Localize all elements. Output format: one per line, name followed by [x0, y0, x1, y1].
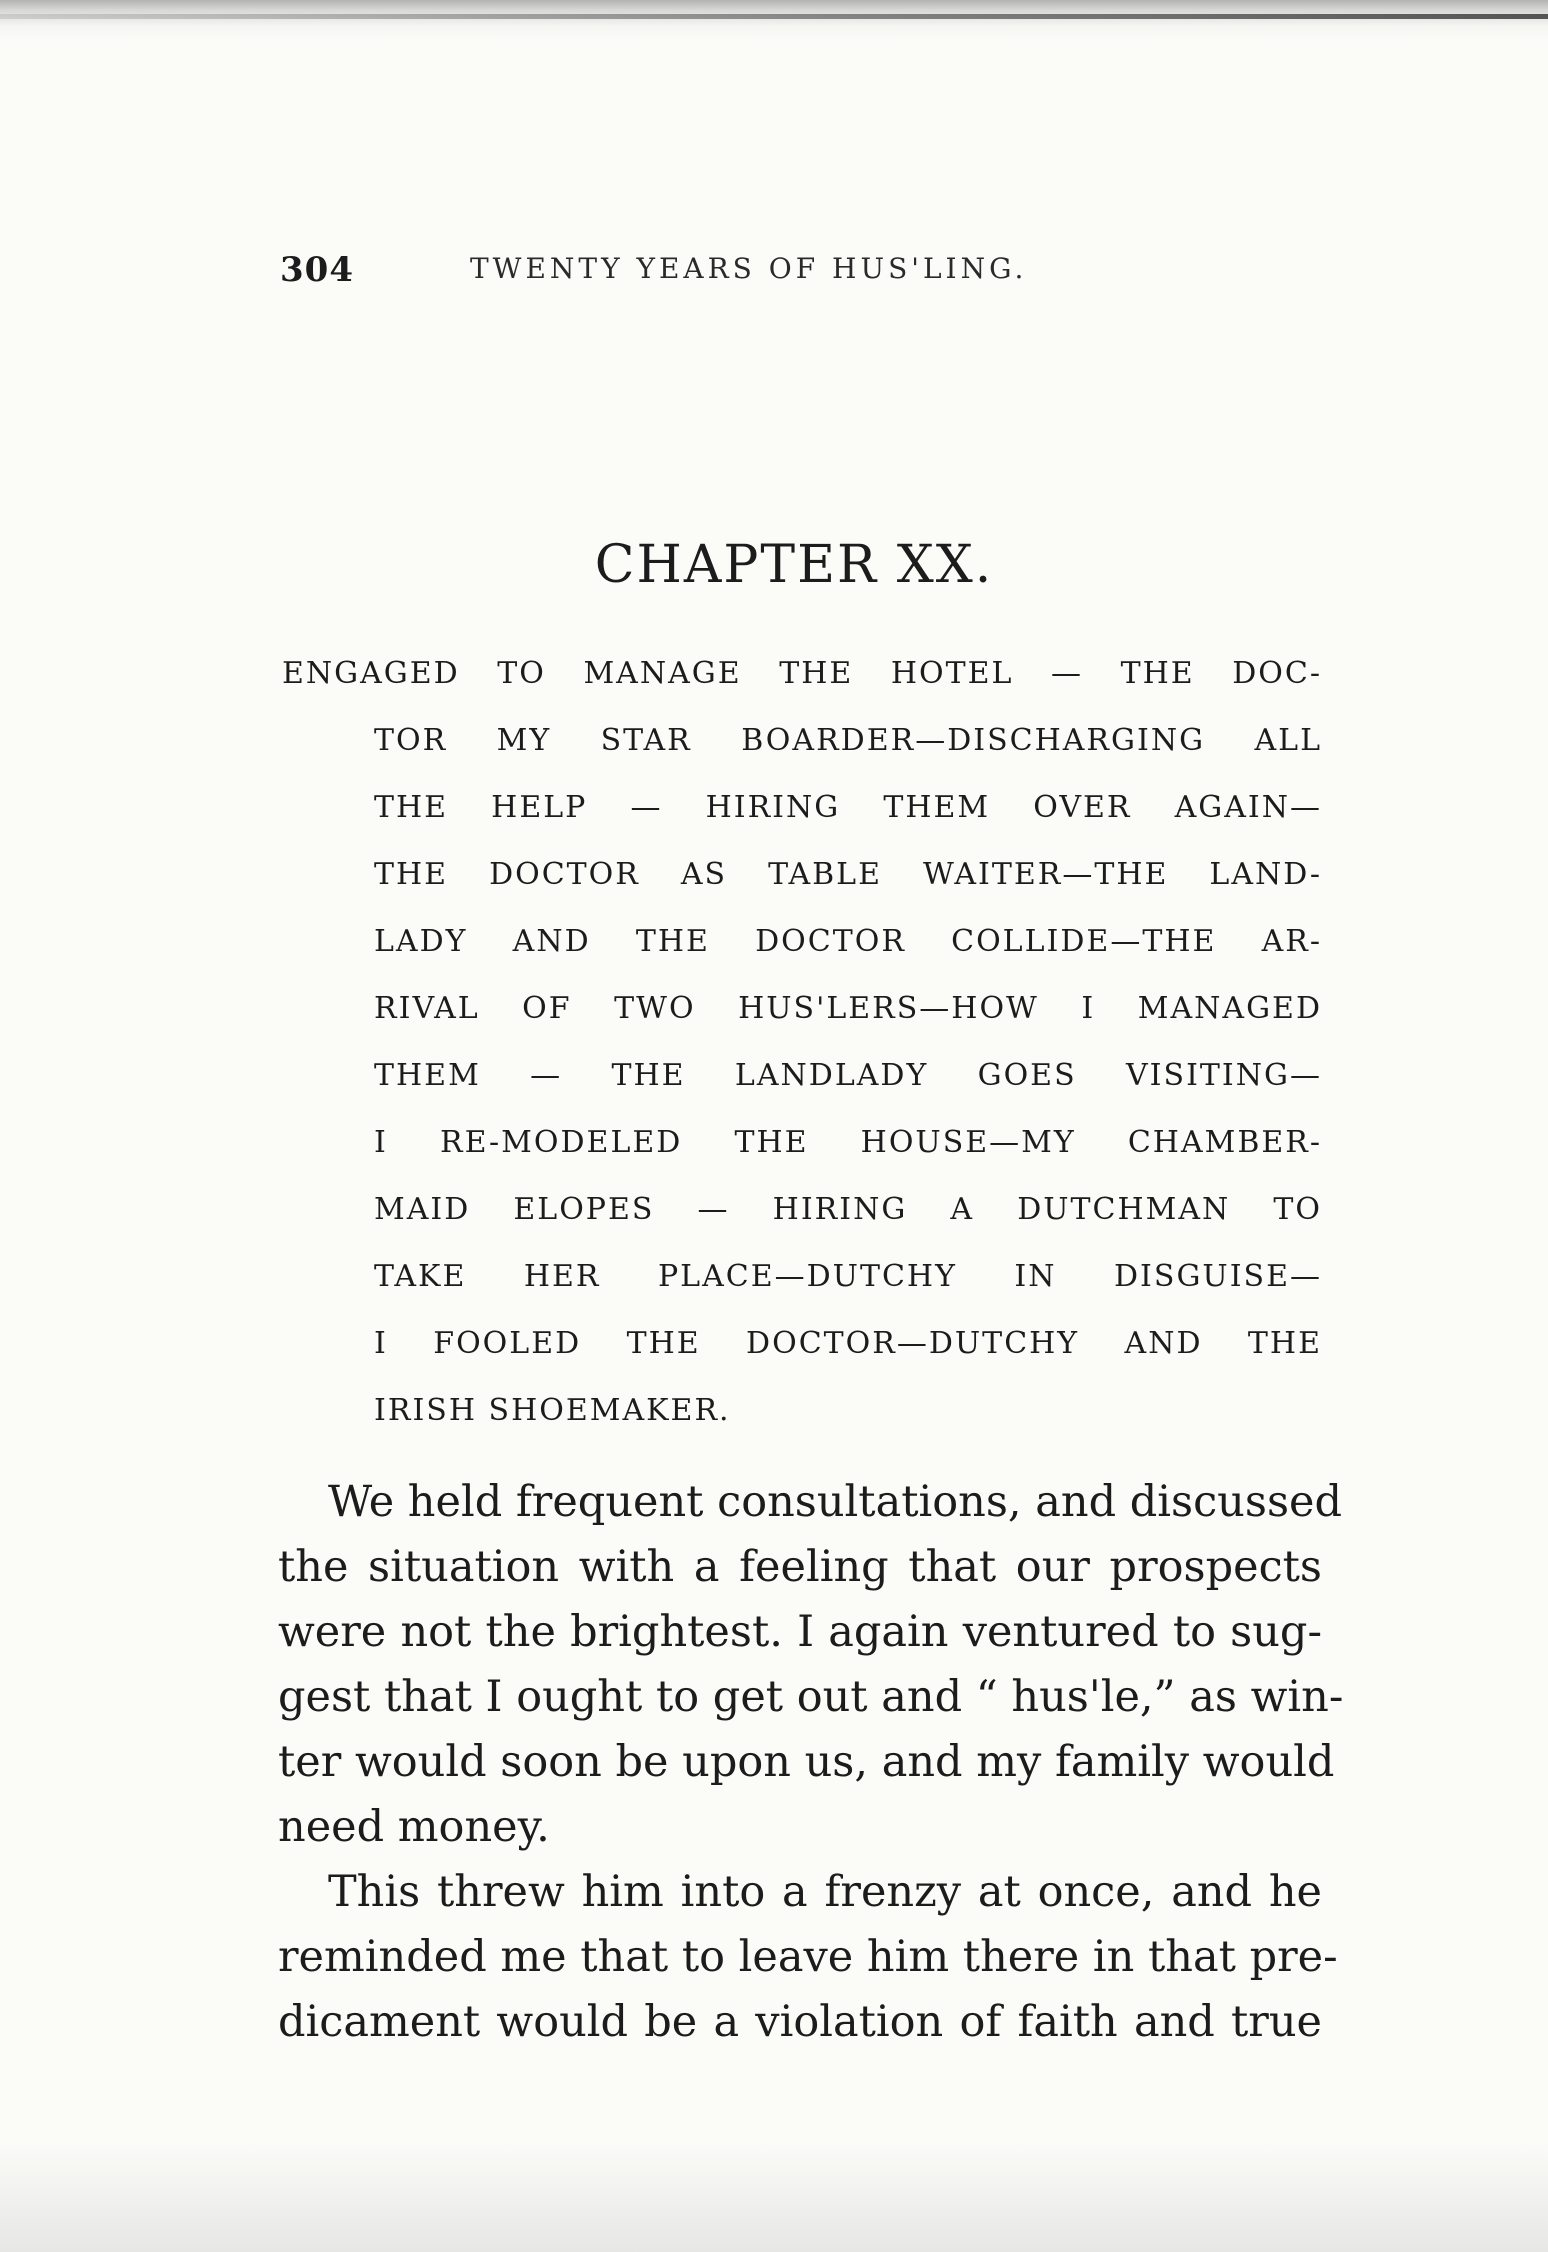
- scan-edge-line: [0, 14, 1548, 19]
- synopsis-line: I FOOLED THE DOCTOR—DUTCHY AND THE: [374, 1326, 1322, 1361]
- running-head: [280, 250, 1340, 300]
- synopsis-line: THEM — THE LANDLADY GOES VISITING—: [374, 1058, 1322, 1093]
- running-title: TWENTY YEARS OF HUS'LING.: [470, 252, 1028, 285]
- text-line: ter would soon be upon us, and my family would: [278, 1737, 1335, 1787]
- body-text: [278, 1470, 1344, 2055]
- text-line: the situation with a feeling that our prospects: [278, 1542, 1322, 1592]
- text-line: were not the brightest. I again ventured to sug-: [278, 1607, 1322, 1657]
- synopsis-line: THE DOCTOR AS TABLE WAITER—THE LAND-: [374, 857, 1322, 892]
- text-line: dicament would be a violation of faith and true: [278, 1997, 1322, 2047]
- synopsis-line: LADY AND THE DOCTOR COLLIDE—THE AR-: [374, 924, 1322, 959]
- synopsis-line: TOR MY STAR BOARDER—DISCHARGING ALL: [374, 723, 1322, 758]
- synopsis-line: TAKE HER PLACE—DUTCHY IN DISGUISE—: [374, 1259, 1322, 1294]
- text-line: gest that I ought to get out and “ hus'le,” as win-: [278, 1672, 1344, 1722]
- synopsis-line: THE HELP — HIRING THEM OVER AGAIN—: [374, 790, 1322, 825]
- synopsis-line: RIVAL OF TWO HUS'LERS—HOW I MANAGED: [374, 991, 1322, 1026]
- synopsis-line: MAID ELOPES — HIRING A DUTCHMAN TO: [374, 1192, 1322, 1227]
- synopsis-line: I RE-MODELED THE HOUSE—MY CHAMBER-: [374, 1125, 1322, 1160]
- synopsis-line: ENGAGED TO MANAGE THE HOTEL — THE DOC-: [282, 656, 1322, 691]
- scan-shadow-top: [0, 0, 1548, 40]
- chapter-title: CHAPTER XX.: [594, 535, 994, 595]
- text-line: We held frequent consultations, and discussed: [328, 1477, 1342, 1527]
- synopsis-line: IRISH SHOEMAKER.: [374, 1393, 731, 1428]
- scan-shadow-bottom: [0, 2142, 1548, 2252]
- paragraph: [278, 1860, 1338, 2055]
- page-number: 304: [280, 250, 354, 290]
- chapter-synopsis: [282, 640, 1322, 1444]
- text-line: This threw him into a frenzy at once, and he: [328, 1867, 1322, 1917]
- paragraph: [278, 1470, 1344, 1860]
- text-line: reminded me that to leave him there in that pre-: [278, 1932, 1338, 1982]
- text-line: need money.: [278, 1802, 550, 1852]
